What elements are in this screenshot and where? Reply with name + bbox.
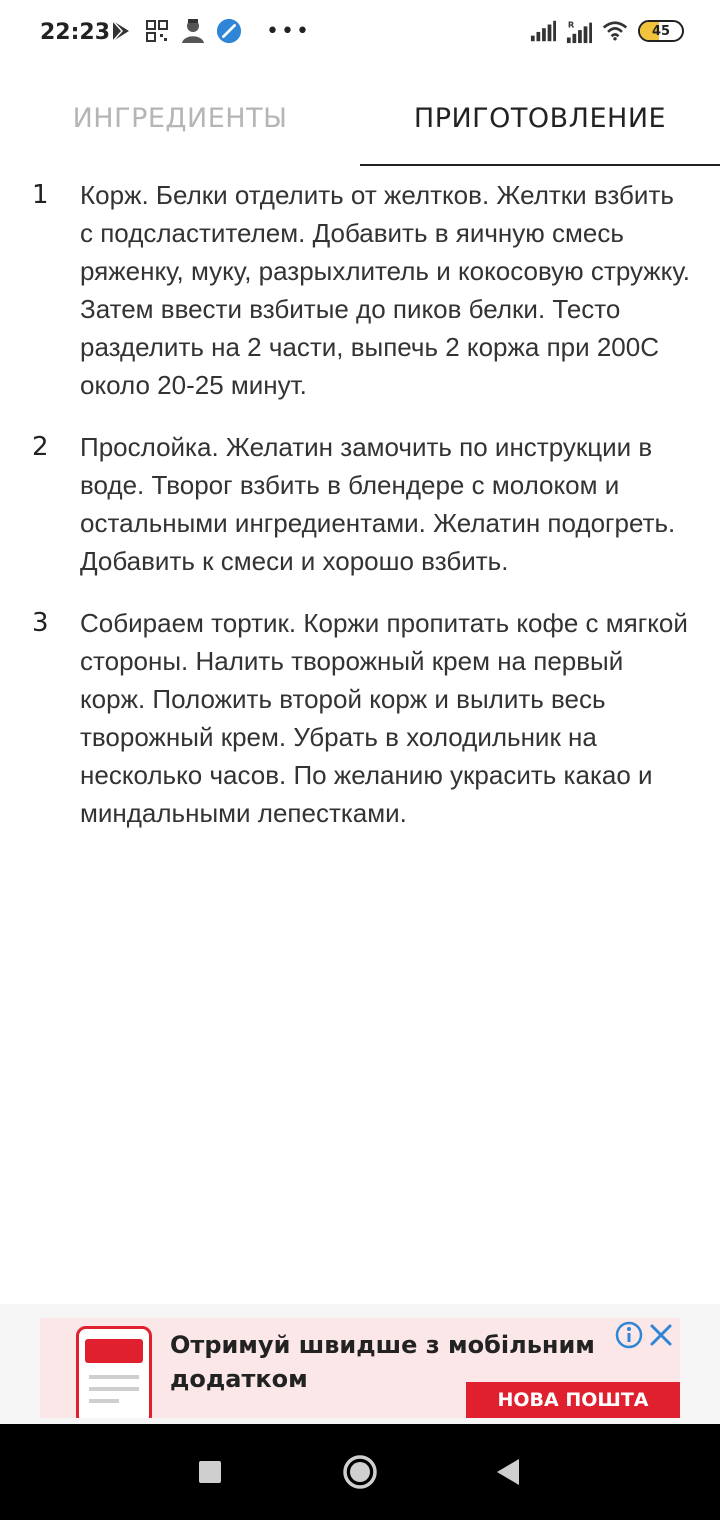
signal-roaming-icon	[566, 18, 592, 44]
step-item	[0, 604, 720, 832]
ad-banner[interactable]	[40, 1318, 680, 1418]
recents-button[interactable]	[190, 1452, 230, 1492]
ad-brand-logo: НОВА ПОШТА	[466, 1382, 680, 1418]
home-button[interactable]	[340, 1452, 380, 1492]
system-icons	[530, 18, 684, 44]
tab-ingredients[interactable]: ИНГРЕДИЕНТЫ	[72, 102, 288, 134]
telegram-icon	[216, 18, 242, 44]
navigation-bar	[0, 1424, 720, 1520]
avatar-icon	[180, 18, 206, 44]
ad-area	[0, 1304, 720, 1424]
status-bar	[0, 0, 720, 70]
notification-icons	[108, 18, 311, 44]
more-dots-icon: •••	[266, 18, 311, 44]
status-time: 22:23	[40, 20, 111, 45]
svg-text:R: R	[567, 19, 575, 30]
back-button[interactable]	[488, 1452, 528, 1492]
wifi-icon	[602, 18, 628, 44]
ad-info-icon[interactable]	[614, 1320, 644, 1350]
ad-headline-line2: додатком	[170, 1365, 308, 1393]
step-number: 1	[32, 180, 49, 210]
step-number: 2	[32, 432, 49, 462]
step-item	[0, 176, 720, 404]
qr-icon	[144, 18, 170, 44]
cooking-steps-list	[0, 176, 720, 856]
phone-illustration	[76, 1326, 152, 1418]
battery-level: 45	[651, 23, 671, 39]
battery-icon	[638, 20, 684, 42]
step-text: Собираем тортик. Коржи пропитать кофе с мягкой стороны. Налить творожный крем на первый корж. Положить второй корж и вылить весь творожный крем. Убрать в холодильник на несколько часов. По желанию украсить какао и миндальными лепестками.	[80, 608, 688, 828]
step-item	[0, 428, 720, 580]
step-text: Корж. Белки отделить от желтков. Желтки взбить с подсластителем. Добавить в яичную смесь ряженку, муку, разрыхлитель и кокосовую стружку. Затем ввести взбитые до пиков белки. Тесто разделить на 2 части, выпечь 2 коржа при 200С около 20-25 минут.	[80, 180, 690, 400]
step-number: 3	[32, 608, 49, 638]
ad-headline-line1: Отримуй швидше з мобільним	[170, 1331, 595, 1359]
recipe-tabs	[0, 70, 720, 166]
step-text: Прослойка. Желатин замочить по инструкции в воде. Творог взбить в блендере с молоком и остальными ингредиентами. Желатин подогреть. Добавить к смеси и хорошо взбить.	[80, 432, 676, 576]
tab-cooking[interactable]: ПРИГОТОВЛЕНИЕ	[360, 70, 720, 166]
play-store-icon	[108, 18, 134, 44]
ad-close-icon[interactable]	[646, 1320, 676, 1350]
signal-icon	[530, 18, 556, 44]
